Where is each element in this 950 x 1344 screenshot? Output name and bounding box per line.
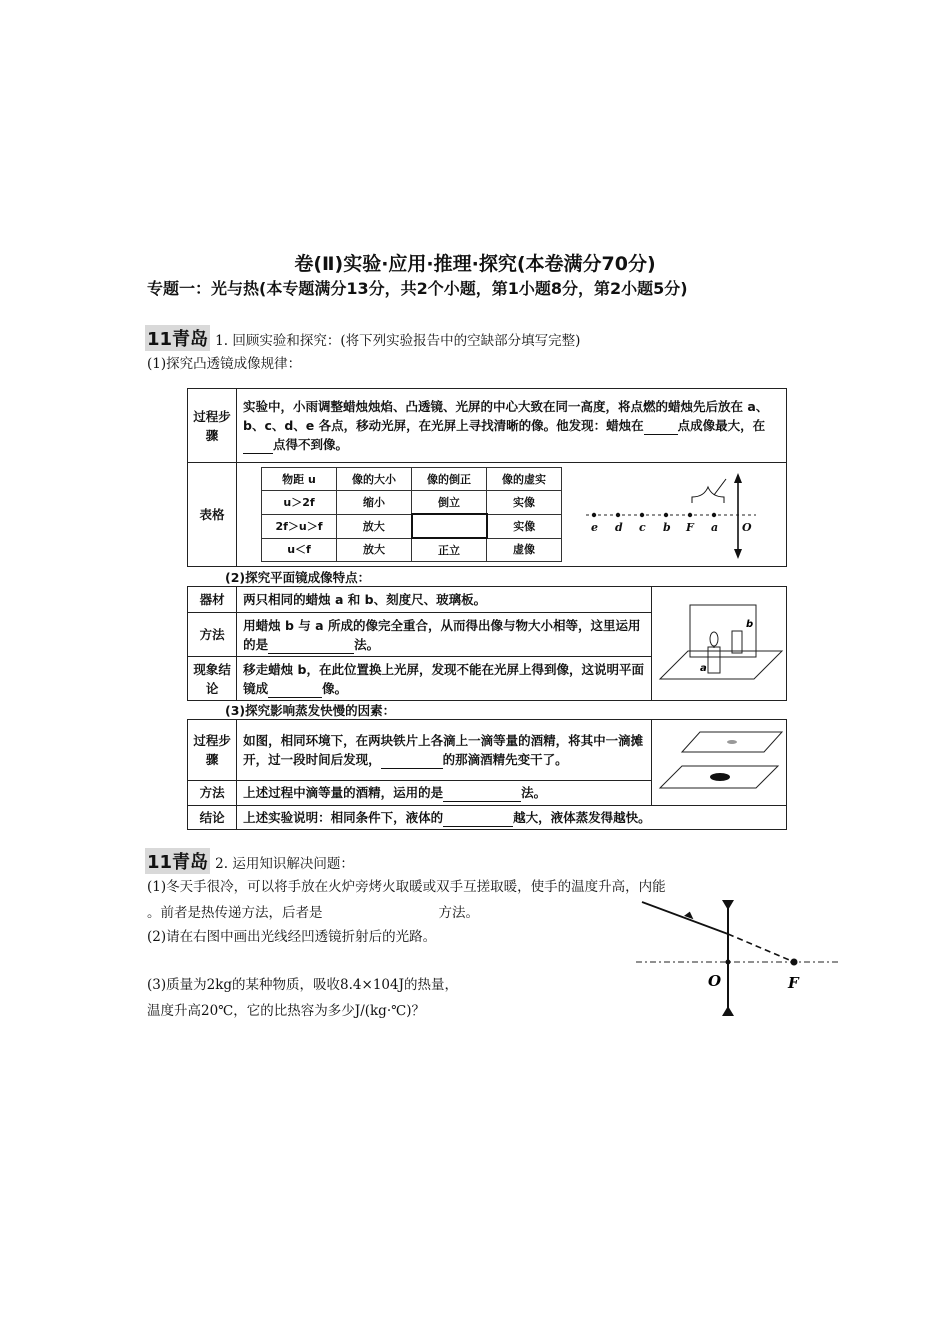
- evap-method-text-b: 法。: [521, 785, 547, 801]
- evap-steps-text-a: 如图，相同环境下，在两块铁片上各滴上一滴等量的酒精，将其中一滴摊开，过一段时间后发现，: [243, 732, 644, 767]
- q2-part3-line2: 温度升高20℃，它的比热容为多少J/(kg·℃)？: [147, 1003, 425, 1019]
- lens-center-label: O: [708, 972, 722, 990]
- q1-tag: 11青岛: [145, 325, 210, 351]
- candle-b-label: b: [745, 619, 753, 630]
- lens-report-table: [187, 388, 787, 567]
- conclusion-text-b: 像。: [322, 680, 348, 696]
- evap-steps-label: 过程步骤: [188, 720, 237, 781]
- table-cell-value: 正立: [412, 538, 487, 562]
- q2-part3-line1: (3)质量为2kg的某种物质，吸收8.4×104J的热量，: [147, 977, 458, 993]
- table-cell-value: 倒立: [412, 491, 487, 515]
- mirror-report-table: [187, 586, 787, 701]
- method-cell: [237, 613, 651, 657]
- header-image-size: 像的大小: [337, 468, 412, 491]
- axis-label-d: d: [615, 520, 623, 534]
- q2-header: [145, 848, 354, 874]
- evap-steps-cell: [237, 720, 651, 781]
- q2-part2: (2)请在右图中画出光线经凹透镜折射后的光路。: [147, 929, 437, 945]
- concave-lens-diagram[interactable]: [632, 892, 842, 1022]
- evap-conclusion-label: 结论: [188, 806, 237, 830]
- table-row: 2f＞u＞f: [262, 514, 337, 538]
- evap-method-label: 方法: [188, 780, 237, 805]
- blank-largest-image-point[interactable]: [644, 420, 678, 435]
- evap-method-cell: [237, 780, 651, 805]
- evap-conclusion-text-a: 上述实验说明：相同条件下，液体的: [243, 810, 444, 825]
- evap-steps-text-b: 的那滴酒精先变干了。: [442, 751, 568, 767]
- candle-a-label: a: [699, 663, 707, 674]
- q1-part3-title: (3)探究影响蒸发快慢的因素：: [225, 703, 396, 718]
- axis-label-e: e: [591, 520, 598, 534]
- q1-part1-title: (1)探究凸透镜成像规律：: [147, 356, 302, 372]
- equipment-text: 两只相同的蜡烛 a 和 b、刻度尺、玻璃板。: [237, 587, 651, 613]
- mirror-diagram: [654, 591, 784, 691]
- conclusion-text-a: 移走蜡烛 b，在此位置换上光屏，发现不能在光屏上得到像，这说明平面镜成: [243, 661, 644, 696]
- evap-conclusion-text-b: 越大，液体蒸发得越快。: [513, 810, 651, 825]
- axis-label-o: O: [742, 520, 752, 534]
- page-title: 卷(Ⅱ)实验·应用·推理·探究(本卷满分70分): [294, 253, 656, 275]
- blank-method[interactable]: [268, 639, 354, 654]
- mirror-figure-cell: [651, 587, 786, 701]
- evap-conclusion-cell: [237, 806, 787, 830]
- blank-which-drop[interactable]: [381, 754, 443, 769]
- axis-label-a: a: [711, 520, 719, 534]
- steps-text-c: 点得不到像。: [273, 437, 349, 452]
- focus-label: F: [788, 974, 799, 992]
- q1-text: 1. 回顾实验和探究：(将下列实验报告中的空缺部分填写完整): [215, 333, 581, 349]
- table-label: 表格: [188, 463, 237, 567]
- evap-method-text-a: 上述过程中滴等量的酒精，运用的是: [243, 785, 444, 801]
- blank-evap-method[interactable]: [443, 787, 521, 802]
- blank-no-image-point[interactable]: [243, 439, 273, 454]
- q2-part1-line1: (1)冬天手很冷，可以将手放在火炉旁烤火取暖或双手互搓取暖，使手的温度升高，内能: [147, 879, 666, 895]
- axis-label-b: b: [663, 520, 671, 534]
- blank-orientation-cell[interactable]: [412, 514, 487, 538]
- blank-image-type[interactable]: [268, 683, 322, 698]
- topic-heading: 专题一：光与热(本专题满分13分，共2个小题，第1小题8分，第2小题5分): [147, 279, 688, 298]
- q1-header: [145, 325, 580, 351]
- table-row: u＜f: [262, 538, 337, 562]
- header-image-orientation: 像的倒正: [412, 468, 487, 491]
- table-cell-value: 实像: [487, 491, 562, 515]
- table-cell-value: 虚像: [487, 538, 562, 562]
- evaporation-report-table: [187, 719, 787, 830]
- conclusion-cell: [237, 657, 651, 701]
- blank-surface-area[interactable]: [443, 812, 513, 827]
- conclusion-label: 现象结论: [188, 657, 237, 701]
- lens-axis-diagram: [580, 469, 770, 561]
- table-cell-value: 缩小: [337, 491, 412, 515]
- q2-part1-text-c: 方法。: [438, 905, 479, 921]
- steps-text-b: 点成像最大，在: [677, 418, 766, 433]
- axis-label-c: c: [639, 520, 646, 534]
- lens-data-table: [261, 467, 562, 562]
- q1-part2-title: (2)探究平面镜成像特点：: [225, 570, 371, 585]
- q2-text: 2. 运用知识解决问题：: [215, 856, 354, 872]
- table-cell-value: 放大: [337, 538, 412, 562]
- evaporation-diagram: [654, 722, 784, 798]
- q2-tag: 11青岛: [145, 848, 210, 874]
- axis-label-f: F: [686, 520, 694, 534]
- steps-text-a: 实验中，小雨调整蜡烛烛焰、凸透镜、光屏的中心大致在同一高度，将点燃的蜡烛先后放在 a、b、c、d、e 各点，移动光屏，在光屏上寻找清晰的像。他发现：蜡烛在: [243, 399, 769, 433]
- steps-label: 过程步骤: [188, 389, 237, 463]
- method-text-b: 法。: [354, 636, 380, 652]
- table-cell: [237, 463, 787, 567]
- method-text-a: 用蜡烛 b 与 a 所成的像完全重合，从而得出像与物大小相等，这里运用的是: [243, 617, 641, 652]
- evap-figure-cell: [651, 720, 786, 806]
- header-object-distance: 物距 u: [262, 468, 337, 491]
- equipment-label: 器材: [188, 587, 237, 613]
- table-cell-value: 实像: [487, 514, 562, 538]
- header-image-type: 像的虚实: [487, 468, 562, 491]
- q2-part1-text-b: 。前者是热传递方法，后者是: [147, 905, 323, 921]
- steps-cell: [237, 389, 787, 463]
- q2-part1-line2: [147, 901, 479, 921]
- method-label: 方法: [188, 613, 237, 657]
- table-row: u＞2f: [262, 491, 337, 515]
- table-cell-value: 放大: [337, 514, 412, 538]
